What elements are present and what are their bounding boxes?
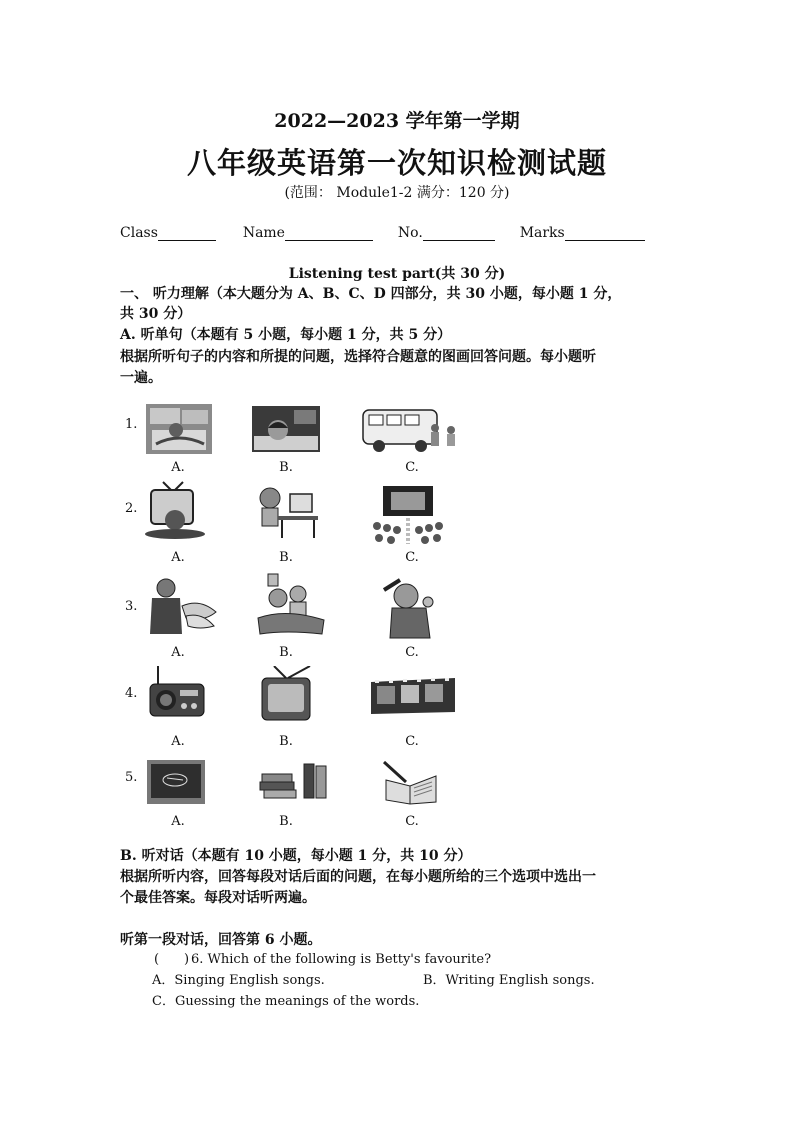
boy-watching-tv-picture: [139, 480, 205, 540]
answer-paren-close: ): [184, 952, 190, 967]
term-heading: 2022—2023 学年第一学期: [274, 110, 520, 132]
section-one-line1: 一、 听力理解（本大题分为 A、B、C、D 四部分，共 30 小题，每小题 1 分，: [120, 286, 622, 302]
part-a-title: A. 听单句（本题有 5 小题，每小题 1 分，共 5 分）: [120, 327, 452, 343]
part-b-title: B. 听对话（本题有 10 小题，每小题 1 分，共 10 分）: [120, 848, 472, 864]
option-b-label: B.: [279, 460, 293, 475]
man-with-papers-picture: [142, 576, 220, 636]
option-a-label: A.: [171, 734, 185, 749]
option-a-label: A.: [171, 645, 185, 660]
option-c-label: C.: [405, 550, 419, 565]
option-b-label: B.: [279, 814, 293, 829]
pen-and-book-picture: [380, 760, 440, 806]
answer-paren-open[interactable]: (: [154, 952, 160, 967]
part-b-instruction-1: 根据所听内容，回答每段对话后面的问题，在每小题所给的三个选项中选出一: [120, 869, 596, 885]
books-picture: [258, 762, 330, 802]
name-label: Name: [242, 225, 285, 241]
question-number: 3.: [125, 599, 138, 614]
radio-picture: [148, 666, 206, 718]
exam-title: 八年级英语第一次知识检测试题: [186, 146, 607, 180]
sick-child-picture: [256, 572, 328, 638]
no-label: No.: [397, 225, 423, 241]
sleeping-child-picture: [146, 404, 212, 454]
question-6-option-b: B．Writing English songs.: [423, 973, 595, 988]
marks-label: Marks: [519, 225, 565, 241]
question-6-option-a: A．Singing English songs.: [152, 973, 325, 988]
class-blank[interactable]: [158, 226, 216, 241]
marks-blank[interactable]: [565, 226, 645, 241]
option-c-label: C.: [405, 645, 419, 660]
question-6-stem: 6. Which of the following is Betty's favourite?: [191, 952, 492, 967]
film-strip-picture: [369, 676, 457, 716]
blackboard-picture: [147, 760, 205, 804]
girl-in-bed-picture: [252, 406, 320, 452]
singing-person-picture: [380, 576, 440, 640]
question-number: 1.: [125, 417, 138, 432]
section-one-line2: 共 30 分）: [120, 306, 192, 322]
question-number: 4.: [125, 686, 138, 701]
exam-scope: (范围： Module1-2 满分：120 分): [284, 185, 510, 201]
student-info-row: [120, 225, 645, 241]
option-b-label: B.: [279, 734, 293, 749]
no-blank[interactable]: [423, 226, 495, 241]
option-a-label: A.: [171, 814, 185, 829]
class-label: Class: [120, 225, 158, 241]
question-number: 5.: [125, 770, 138, 785]
dialog-one-heading: 听第一段对话，回答第 6 小题。: [120, 932, 322, 948]
option-c-label: C.: [405, 814, 419, 829]
name-blank[interactable]: [285, 226, 373, 241]
question-number: 2.: [125, 501, 138, 516]
listening-part-title: Listening test part(共 30 分): [288, 266, 506, 282]
option-c-label: C.: [405, 460, 419, 475]
part-b-instruction-2: 个最佳答案。每段对话听两遍。: [120, 890, 316, 906]
option-b-label: B.: [279, 550, 293, 565]
girl-at-computer-picture: [254, 484, 320, 540]
television-picture: [256, 666, 318, 724]
bus-and-children-picture: [361, 404, 461, 454]
question-6-option-c: C．Guessing the meanings of the words.: [152, 994, 420, 1009]
option-b-label: B.: [279, 645, 293, 660]
part-a-instruction-1: 根据所听句子的内容和所提的问题，选择符合题意的图画回答问题。每小题听: [120, 349, 596, 365]
option-c-label: C.: [405, 734, 419, 749]
option-a-label: A.: [171, 550, 185, 565]
cinema-audience-picture: [369, 486, 447, 544]
option-a-label: A.: [171, 460, 185, 475]
part-a-instruction-2: 一遍。: [120, 370, 162, 386]
